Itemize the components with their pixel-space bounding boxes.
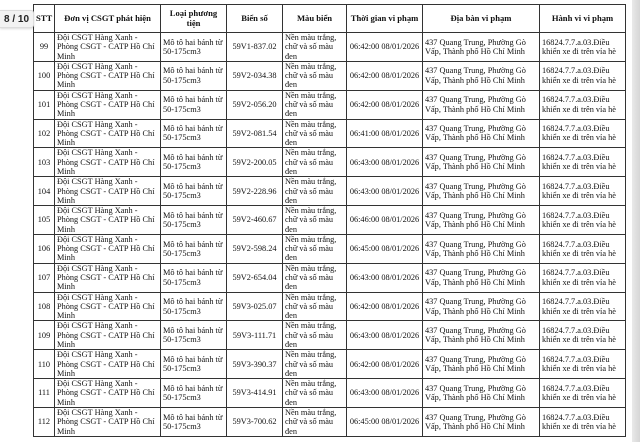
cell-stt: 109 <box>34 321 55 350</box>
table-row <box>34 263 626 292</box>
cell-vehicle-type: Mô tô hai bánh từ 50-175cm3 <box>161 292 227 321</box>
cell-vehicle-type: Mô tô hai bánh từ 50-175cm3 <box>161 321 227 350</box>
cell-time: 06:43:00 08/01/2026 <box>347 321 423 350</box>
cell-location: 437 Quang Trung, Phường Gò Vấp, Thành phố Hồ Chí Minh <box>423 177 540 206</box>
cell-time: 06:43:00 08/01/2026 <box>347 177 423 206</box>
cell-violation: 16824.7.7.a.03.Điều khiển xe đi trên vỉa hè <box>540 33 626 62</box>
cell-time: 06:42:00 08/01/2026 <box>347 292 423 321</box>
header-vehicle-type: Loại phương tiện <box>161 5 227 33</box>
cell-vehicle-type: Mô tô hai bánh từ 50-175cm3 <box>161 379 227 408</box>
cell-stt: 104 <box>34 177 55 206</box>
cell-stt: 102 <box>34 119 55 148</box>
cell-plate-color: Nền màu trắng, chữ và số màu đen <box>283 206 347 235</box>
cell-time: 06:45:00 08/01/2026 <box>347 407 423 436</box>
cell-violation: 16824.7.7.a.03.Điều khiển xe đi trên vỉa hè <box>540 263 626 292</box>
cell-unit: Đội CSGT Hàng Xanh - Phòng CSGT - CATP Hồ Chí Minh <box>55 234 161 263</box>
header-plate-color: Màu biển <box>283 5 347 33</box>
cell-time: 06:42:00 08/01/2026 <box>347 350 423 379</box>
cell-location: 437 Quang Trung, Phường Gò Vấp, Thành phố Hồ Chí Minh <box>423 148 540 177</box>
cell-violation: 16824.7.7.a.03.Điều khiển xe đi trên vỉa hè <box>540 148 626 177</box>
cell-location: 437 Quang Trung, Phường Gò Vấp, Thành phố Hồ Chí Minh <box>423 61 540 90</box>
cell-vehicle-type: Mô tô hai bánh từ 50-175cm3 <box>161 61 227 90</box>
header-plate: Biển số <box>227 5 283 33</box>
cell-plate-color: Nền màu trắng, chữ và số màu đen <box>283 177 347 206</box>
table-row <box>34 148 626 177</box>
cell-unit: Đội CSGT Hàng Xanh - Phòng CSGT - CATP Hồ Chí Minh <box>55 33 161 62</box>
table-row <box>34 206 626 235</box>
cell-plate: 59V3-700.62 <box>227 407 283 436</box>
cell-unit: Đội CSGT Hàng Xanh - Phòng CSGT - CATP Hồ Chí Minh <box>55 407 161 436</box>
cell-violation: 16824.7.7.a.03.Điều khiển xe đi trên vỉa hè <box>540 407 626 436</box>
cell-plate-color: Nền màu trắng, chữ và số màu đen <box>283 148 347 177</box>
cell-plate: 59V2-654.04 <box>227 263 283 292</box>
cell-violation: 16824.7.7.a.03.Điều khiển xe đi trên vỉa hè <box>540 350 626 379</box>
cell-time: 06:42:00 08/01/2026 <box>347 33 423 62</box>
cell-plate: 59V3-390.37 <box>227 350 283 379</box>
header-violation: Hành vi vi phạm <box>540 5 626 33</box>
cell-violation: 16824.7.7.a.03.Điều khiển xe đi trên vỉa hè <box>540 234 626 263</box>
table-row <box>34 61 626 90</box>
cell-time: 06:43:00 08/01/2026 <box>347 148 423 177</box>
table-row <box>34 407 626 436</box>
cell-location: 437 Quang Trung, Phường Gò Vấp, Thành phố Hồ Chí Minh <box>423 206 540 235</box>
cell-stt: 99 <box>34 33 55 62</box>
cell-time: 06:42:00 08/01/2026 <box>347 61 423 90</box>
cell-stt: 101 <box>34 90 55 119</box>
header-unit: Đơn vị CSGT phát hiện <box>55 5 161 33</box>
cell-plate: 59V1-837.02 <box>227 33 283 62</box>
violations-table <box>33 4 626 437</box>
cell-location: 437 Quang Trung, Phường Gò Vấp, Thành phố Hồ Chí Minh <box>423 90 540 119</box>
cell-time: 06:42:00 08/01/2026 <box>347 90 423 119</box>
cell-vehicle-type: Mô tô hai bánh từ 50-175cm3 <box>161 33 227 62</box>
table-row <box>34 234 626 263</box>
cell-location: 437 Quang Trung, Phường Gò Vấp, Thành phố Hồ Chí Minh <box>423 263 540 292</box>
cell-violation: 16824.7.7.a.03.Điều khiển xe đi trên vỉa hè <box>540 90 626 119</box>
cell-stt: 107 <box>34 263 55 292</box>
cell-plate-color: Nền màu trắng, chữ và số màu đen <box>283 234 347 263</box>
cell-violation: 16824.7.7.a.03.Điều khiển xe đi trên vỉa hè <box>540 292 626 321</box>
cell-plate: 59V2-056.20 <box>227 90 283 119</box>
table-row <box>34 292 626 321</box>
cell-violation: 16824.7.7.a.03.Điều khiển xe đi trên vỉa hè <box>540 206 626 235</box>
cell-stt: 100 <box>34 61 55 90</box>
cell-time: 06:43:00 08/01/2026 <box>347 263 423 292</box>
cell-vehicle-type: Mô tô hai bánh từ 50-175cm3 <box>161 119 227 148</box>
cell-vehicle-type: Mô tô hai bánh từ 50-175cm3 <box>161 407 227 436</box>
cell-stt: 112 <box>34 407 55 436</box>
cell-plate: 59V3-025.07 <box>227 292 283 321</box>
table-row <box>34 90 626 119</box>
cell-location: 437 Quang Trung, Phường Gò Vấp, Thành phố Hồ Chí Minh <box>423 292 540 321</box>
cell-unit: Đội CSGT Hàng Xanh - Phòng CSGT - CATP Hồ Chí Minh <box>55 292 161 321</box>
cell-plate: 59V2-034.38 <box>227 61 283 90</box>
cell-plate: 59V2-460.67 <box>227 206 283 235</box>
header-time: Thời gian vi phạm <box>347 5 423 33</box>
page-edge-shadow <box>632 0 640 442</box>
cell-plate-color: Nền màu trắng, chữ và số màu đen <box>283 379 347 408</box>
cell-violation: 16824.7.7.a.03.Điều khiển xe đi trên vỉa hè <box>540 379 626 408</box>
table-row <box>34 33 626 62</box>
cell-unit: Đội CSGT Hàng Xanh - Phòng CSGT - CATP Hồ Chí Minh <box>55 148 161 177</box>
cell-plate-color: Nền màu trắng, chữ và số màu đen <box>283 292 347 321</box>
cell-violation: 16824.7.7.a.03.Điều khiển xe đi trên vỉa hè <box>540 321 626 350</box>
table-row <box>34 379 626 408</box>
cell-unit: Đội CSGT Hàng Xanh - Phòng CSGT - CATP Hồ Chí Minh <box>55 350 161 379</box>
cell-stt: 111 <box>34 379 55 408</box>
cell-unit: Đội CSGT Hàng Xanh - Phòng CSGT - CATP Hồ Chí Minh <box>55 177 161 206</box>
cell-location: 437 Quang Trung, Phường Gò Vấp, Thành phố Hồ Chí Minh <box>423 407 540 436</box>
cell-plate-color: Nền màu trắng, chữ và số màu đen <box>283 407 347 436</box>
cell-time: 06:41:00 08/01/2026 <box>347 119 423 148</box>
cell-location: 437 Quang Trung, Phường Gò Vấp, Thành phố Hồ Chí Minh <box>423 379 540 408</box>
cell-plate-color: Nền màu trắng, chữ và số màu đen <box>283 61 347 90</box>
cell-plate: 59V2-200.05 <box>227 148 283 177</box>
cell-vehicle-type: Mô tô hai bánh từ 50-175cm3 <box>161 177 227 206</box>
cell-unit: Đội CSGT Hàng Xanh - Phòng CSGT - CATP Hồ Chí Minh <box>55 90 161 119</box>
cell-stt: 106 <box>34 234 55 263</box>
cell-stt: 103 <box>34 148 55 177</box>
cell-unit: Đội CSGT Hàng Xanh - Phòng CSGT - CATP Hồ Chí Minh <box>55 379 161 408</box>
table-row <box>34 177 626 206</box>
cell-unit: Đội CSGT Hàng Xanh - Phòng CSGT - CATP Hồ Chí Minh <box>55 119 161 148</box>
cell-unit: Đội CSGT Hàng Xanh - Phòng CSGT - CATP Hồ Chí Minh <box>55 206 161 235</box>
cell-plate-color: Nền màu trắng, chữ và số màu đen <box>283 350 347 379</box>
cell-vehicle-type: Mô tô hai bánh từ 50-175cm3 <box>161 263 227 292</box>
cell-location: 437 Quang Trung, Phường Gò Vấp, Thành phố Hồ Chí Minh <box>423 119 540 148</box>
table-row <box>34 350 626 379</box>
cell-plate-color: Nền màu trắng, chữ và số màu đen <box>283 321 347 350</box>
cell-plate-color: Nền màu trắng, chữ và số màu đen <box>283 33 347 62</box>
cell-plate-color: Nền màu trắng, chữ và số màu đen <box>283 263 347 292</box>
header-stt: STT <box>34 5 55 33</box>
header-location: Địa bàn vi phạm <box>423 5 540 33</box>
cell-stt: 105 <box>34 206 55 235</box>
cell-vehicle-type: Mô tô hai bánh từ 50-175cm3 <box>161 90 227 119</box>
cell-vehicle-type: Mô tô hai bánh từ 50-175cm3 <box>161 350 227 379</box>
cell-unit: Đội CSGT Hàng Xanh - Phòng CSGT - CATP Hồ Chí Minh <box>55 321 161 350</box>
cell-violation: 16824.7.7.a.03.Điều khiển xe đi trên vỉa hè <box>540 177 626 206</box>
cell-violation: 16824.7.7.a.03.Điều khiển xe đi trên vỉa hè <box>540 61 626 90</box>
cell-unit: Đội CSGT Hàng Xanh - Phòng CSGT - CATP Hồ Chí Minh <box>55 263 161 292</box>
cell-vehicle-type: Mô tô hai bánh từ 50-175cm3 <box>161 148 227 177</box>
page-indicator: 8 / 10 <box>0 10 34 28</box>
cell-plate: 59V3-414.91 <box>227 379 283 408</box>
cell-vehicle-type: Mô tô hai bánh từ 50-175cm3 <box>161 234 227 263</box>
cell-plate-color: Nền màu trắng, chữ và số màu đen <box>283 90 347 119</box>
cell-violation: 16824.7.7.a.03.Điều khiển xe đi trên vỉa hè <box>540 119 626 148</box>
cell-plate: 59V3-111.71 <box>227 321 283 350</box>
cell-unit: Đội CSGT Hàng Xanh - Phòng CSGT - CATP Hồ Chí Minh <box>55 61 161 90</box>
cell-plate: 59V2-228.96 <box>227 177 283 206</box>
cell-location: 437 Quang Trung, Phường Gò Vấp, Thành phố Hồ Chí Minh <box>423 234 540 263</box>
table-header-row <box>34 5 626 33</box>
cell-location: 437 Quang Trung, Phường Gò Vấp, Thành phố Hồ Chí Minh <box>423 33 540 62</box>
cell-plate-color: Nền màu trắng, chữ và số màu đen <box>283 119 347 148</box>
table-row <box>34 321 626 350</box>
cell-time: 06:43:00 08/01/2026 <box>347 379 423 408</box>
table-row <box>34 119 626 148</box>
cell-stt: 110 <box>34 350 55 379</box>
cell-vehicle-type: Mô tô hai bánh từ 50-175cm3 <box>161 206 227 235</box>
cell-plate: 59V2-598.24 <box>227 234 283 263</box>
cell-time: 06:46:00 08/01/2026 <box>347 206 423 235</box>
cell-stt: 108 <box>34 292 55 321</box>
cell-time: 06:45:00 08/01/2026 <box>347 234 423 263</box>
cell-location: 437 Quang Trung, Phường Gò Vấp, Thành phố Hồ Chí Minh <box>423 321 540 350</box>
cell-location: 437 Quang Trung, Phường Gò Vấp, Thành phố Hồ Chí Minh <box>423 350 540 379</box>
cell-plate: 59V2-081.54 <box>227 119 283 148</box>
